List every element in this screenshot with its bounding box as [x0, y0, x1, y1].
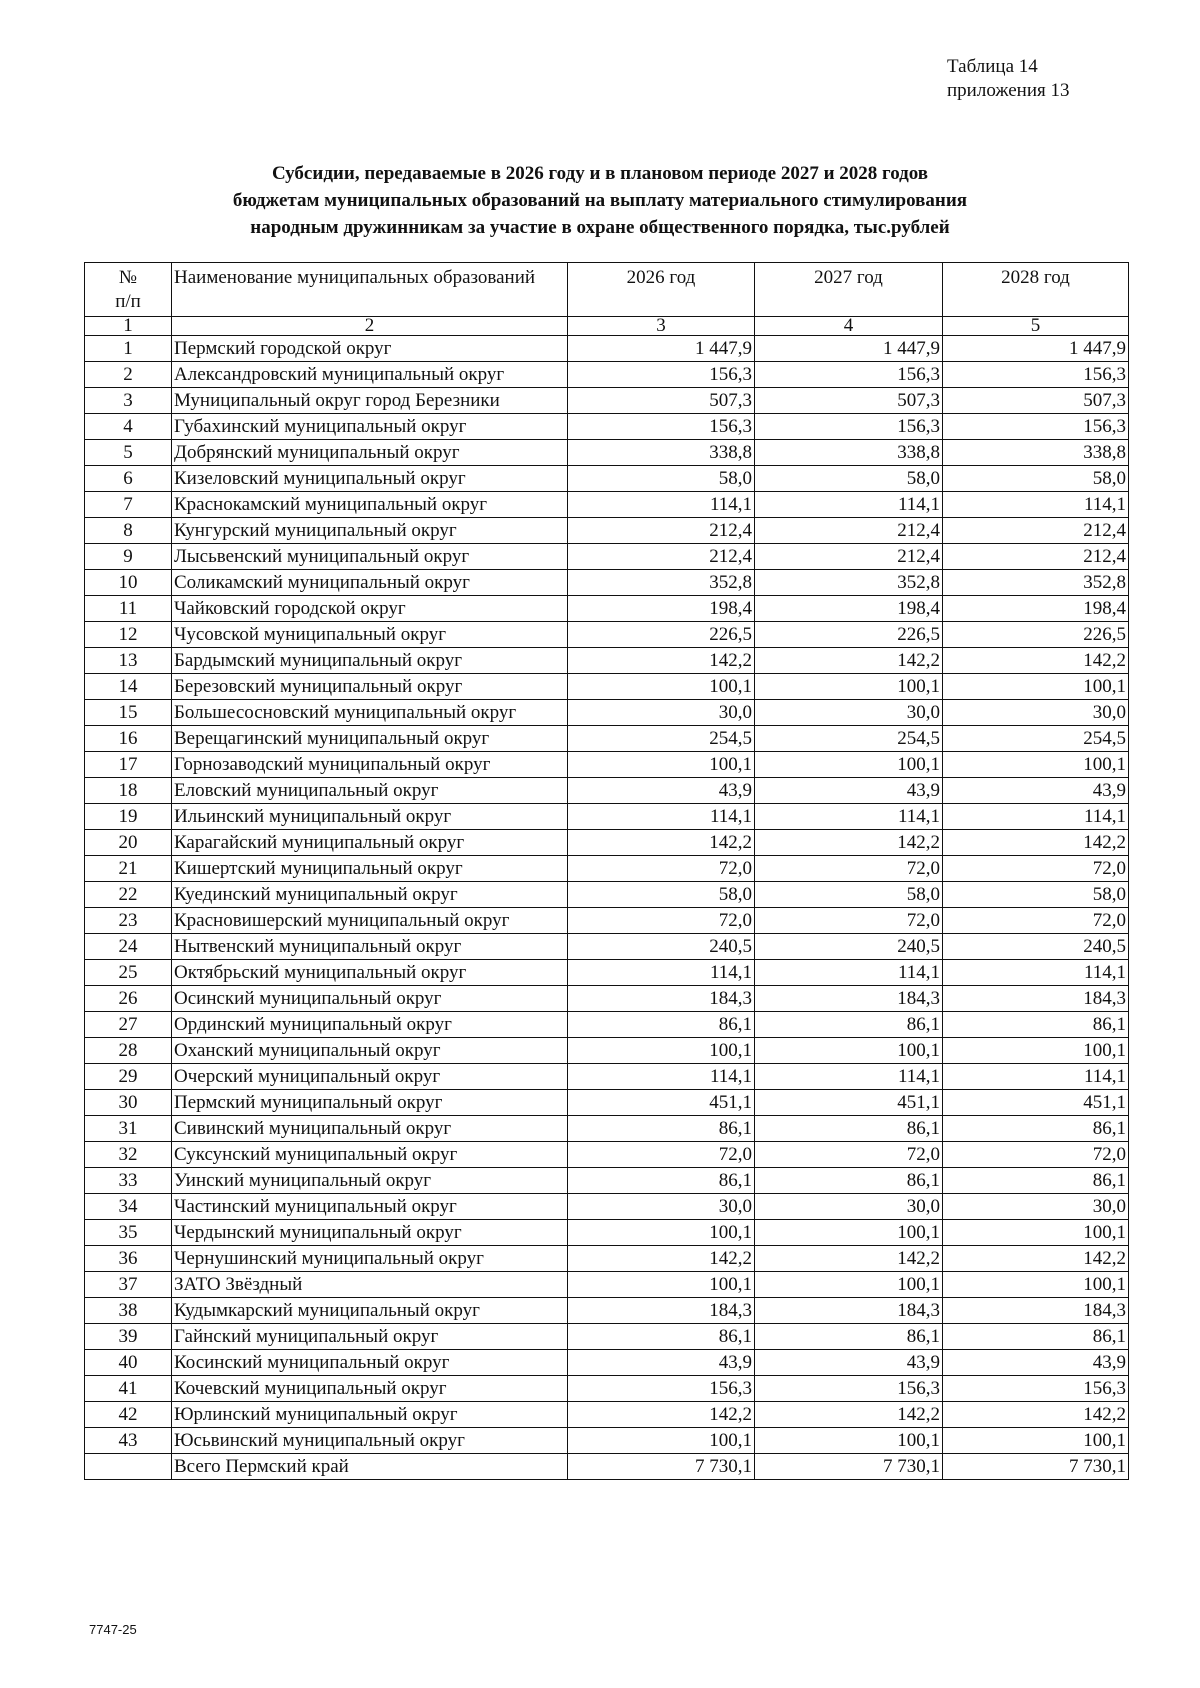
value-2026: 43,9 [568, 1350, 755, 1376]
municipality-name: Чусовской муниципальный округ [172, 622, 568, 648]
table-row [85, 1220, 1129, 1246]
municipality-name: Юрлинский муниципальный округ [172, 1402, 568, 1428]
row-number: 11 [85, 596, 172, 622]
table-row [85, 648, 1129, 674]
municipality-name: Пермский муниципальный округ [172, 1090, 568, 1116]
table-row [85, 1350, 1129, 1376]
value-2028: 43,9 [943, 1350, 1129, 1376]
value-2027: 338,8 [755, 440, 943, 466]
value-2027: 156,3 [755, 414, 943, 440]
value-2026: 100,1 [568, 1272, 755, 1298]
value-2026: 352,8 [568, 570, 755, 596]
value-2028: 254,5 [943, 726, 1129, 752]
municipality-name: Еловский муниципальный округ [172, 778, 568, 804]
municipality-name: Кочевский муниципальный округ [172, 1376, 568, 1402]
value-2026: 86,1 [568, 1012, 755, 1038]
municipality-name: Кудымкарский муниципальный округ [172, 1298, 568, 1324]
row-number: 37 [85, 1272, 172, 1298]
table-row [85, 1064, 1129, 1090]
value-2028: 352,8 [943, 570, 1129, 596]
row-number: 42 [85, 1402, 172, 1428]
value-2028: 100,1 [943, 1220, 1129, 1246]
row-number: 38 [85, 1298, 172, 1324]
table-row [85, 492, 1129, 518]
municipality-name: ЗАТО Звёздный [172, 1272, 568, 1298]
row-number: 12 [85, 622, 172, 648]
municipality-name: Нытвенский муниципальный округ [172, 934, 568, 960]
value-2028: 86,1 [943, 1012, 1129, 1038]
value-2026: 72,0 [568, 856, 755, 882]
row-number: 35 [85, 1220, 172, 1246]
municipality-name: Всего Пермский край [172, 1454, 568, 1480]
value-2026: 114,1 [568, 960, 755, 986]
value-2026: 72,0 [568, 1142, 755, 1168]
value-2028: 114,1 [943, 492, 1129, 518]
municipality-name: Кунгурский муниципальный округ [172, 518, 568, 544]
table-row [85, 1272, 1129, 1298]
document-title [0, 160, 1200, 241]
table-row [85, 1376, 1129, 1402]
value-2027: 58,0 [755, 882, 943, 908]
value-2026: 1 447,9 [568, 336, 755, 362]
municipality-name: Красновишерский муниципальный округ [172, 908, 568, 934]
row-number [85, 1454, 172, 1480]
header-2028: 2028 год [943, 263, 1129, 317]
municipality-name: Муниципальный округ город Березники [172, 388, 568, 414]
header-name: Наименование муниципальных образований [172, 263, 568, 317]
value-2027: 142,2 [755, 1402, 943, 1428]
value-2027: 142,2 [755, 1246, 943, 1272]
value-2027: 507,3 [755, 388, 943, 414]
value-2028: 156,3 [943, 362, 1129, 388]
value-2027: 212,4 [755, 544, 943, 570]
value-2026: 142,2 [568, 830, 755, 856]
value-2026: 212,4 [568, 544, 755, 570]
value-2028: 72,0 [943, 856, 1129, 882]
column-number-row [85, 317, 1129, 336]
table-row [85, 1168, 1129, 1194]
value-2026: 30,0 [568, 1194, 755, 1220]
value-2028: 72,0 [943, 908, 1129, 934]
row-number: 4 [85, 414, 172, 440]
municipality-name: Кишертский муниципальный округ [172, 856, 568, 882]
header-number-label: п/п [115, 291, 141, 312]
municipality-name: Большесосновский муниципальный округ [172, 700, 568, 726]
value-2026: 212,4 [568, 518, 755, 544]
value-2026: 7 730,1 [568, 1454, 755, 1480]
row-number: 21 [85, 856, 172, 882]
value-2026: 114,1 [568, 492, 755, 518]
row-number: 27 [85, 1012, 172, 1038]
value-2028: 43,9 [943, 778, 1129, 804]
value-2028: 30,0 [943, 1194, 1129, 1220]
value-2028: 86,1 [943, 1168, 1129, 1194]
value-2026: 114,1 [568, 1064, 755, 1090]
municipality-name: Губахинский муниципальный округ [172, 414, 568, 440]
row-number: 34 [85, 1194, 172, 1220]
value-2026: 507,3 [568, 388, 755, 414]
value-2026: 86,1 [568, 1168, 755, 1194]
value-2028: 338,8 [943, 440, 1129, 466]
table-row [85, 934, 1129, 960]
row-number: 30 [85, 1090, 172, 1116]
value-2026: 142,2 [568, 1402, 755, 1428]
value-2028: 100,1 [943, 1428, 1129, 1454]
value-2028: 212,4 [943, 544, 1129, 570]
municipality-name: Добрянский муниципальный округ [172, 440, 568, 466]
row-number: 2 [85, 362, 172, 388]
value-2027: 142,2 [755, 830, 943, 856]
municipality-name: Соликамский муниципальный округ [172, 570, 568, 596]
municipality-name: Верещагинский муниципальный округ [172, 726, 568, 752]
municipality-name: Очерский муниципальный округ [172, 1064, 568, 1090]
value-2028: 86,1 [943, 1116, 1129, 1142]
table-row [85, 986, 1129, 1012]
value-2027: 86,1 [755, 1168, 943, 1194]
value-2027: 86,1 [755, 1012, 943, 1038]
table-row [85, 1428, 1129, 1454]
value-2028: 100,1 [943, 674, 1129, 700]
value-2026: 100,1 [568, 674, 755, 700]
table-row [85, 570, 1129, 596]
municipality-name: Чайковский городской округ [172, 596, 568, 622]
table-caption [947, 55, 1069, 103]
value-2027: 7 730,1 [755, 1454, 943, 1480]
row-number: 28 [85, 1038, 172, 1064]
value-2027: 86,1 [755, 1324, 943, 1350]
row-number: 36 [85, 1246, 172, 1272]
value-2027: 100,1 [755, 1272, 943, 1298]
value-2026: 86,1 [568, 1324, 755, 1350]
row-number: 8 [85, 518, 172, 544]
row-number: 24 [85, 934, 172, 960]
row-number: 29 [85, 1064, 172, 1090]
value-2028: 114,1 [943, 960, 1129, 986]
table-row [85, 336, 1129, 362]
value-2027: 114,1 [755, 804, 943, 830]
value-2027: 30,0 [755, 700, 943, 726]
value-2028: 240,5 [943, 934, 1129, 960]
title-line-3: народным дружинникам за участие в охране общественного порядка, тыс.рублей [250, 217, 950, 238]
row-number: 23 [85, 908, 172, 934]
value-2026: 142,2 [568, 1246, 755, 1272]
table-row [85, 882, 1129, 908]
value-2027: 156,3 [755, 1376, 943, 1402]
row-number: 26 [85, 986, 172, 1012]
row-number: 6 [85, 466, 172, 492]
header-number-symbol: № [118, 267, 138, 288]
value-2026: 240,5 [568, 934, 755, 960]
row-number: 13 [85, 648, 172, 674]
value-2028: 142,2 [943, 648, 1129, 674]
table-row [85, 518, 1129, 544]
table-row [85, 1194, 1129, 1220]
value-2026: 156,3 [568, 362, 755, 388]
row-number: 43 [85, 1428, 172, 1454]
municipality-name: Куединский муниципальный округ [172, 882, 568, 908]
row-number: 39 [85, 1324, 172, 1350]
municipality-name: Кизеловский муниципальный округ [172, 466, 568, 492]
value-2028: 30,0 [943, 700, 1129, 726]
municipality-name: Ординский муниципальный округ [172, 1012, 568, 1038]
value-2028: 100,1 [943, 1038, 1129, 1064]
value-2027: 72,0 [755, 856, 943, 882]
table-row [85, 362, 1129, 388]
header-2026: 2026 год [568, 263, 755, 317]
municipality-name: Косинский муниципальный округ [172, 1350, 568, 1376]
value-2028: 156,3 [943, 1376, 1129, 1402]
caption-table-number: Таблица 14 [947, 56, 1038, 77]
value-2028: 184,3 [943, 986, 1129, 1012]
value-2026: 254,5 [568, 726, 755, 752]
table-row [85, 908, 1129, 934]
row-number: 9 [85, 544, 172, 570]
municipality-name: Осинский муниципальный округ [172, 986, 568, 1012]
table-row [85, 830, 1129, 856]
value-2026: 226,5 [568, 622, 755, 648]
value-2028: 198,4 [943, 596, 1129, 622]
value-2028: 100,1 [943, 1272, 1129, 1298]
table-row [85, 1324, 1129, 1350]
document-code: 7747-25 [89, 1622, 137, 1637]
municipality-name: Юсьвинский муниципальный округ [172, 1428, 568, 1454]
value-2026: 86,1 [568, 1116, 755, 1142]
value-2027: 100,1 [755, 1220, 943, 1246]
value-2026: 338,8 [568, 440, 755, 466]
row-number: 10 [85, 570, 172, 596]
municipality-name: Ильинский муниципальный округ [172, 804, 568, 830]
row-number: 41 [85, 1376, 172, 1402]
table-row [85, 960, 1129, 986]
value-2026: 156,3 [568, 1376, 755, 1402]
value-2028: 507,3 [943, 388, 1129, 414]
table-row [85, 1116, 1129, 1142]
municipality-name: Частинский муниципальный округ [172, 1194, 568, 1220]
table-header-row [85, 263, 1129, 317]
caption-appendix: приложения 13 [947, 80, 1070, 101]
value-2026: 114,1 [568, 804, 755, 830]
column-number-cell: 2 [172, 317, 568, 336]
municipality-name: Бардымский муниципальный округ [172, 648, 568, 674]
value-2026: 100,1 [568, 1038, 755, 1064]
row-number: 20 [85, 830, 172, 856]
value-2028: 212,4 [943, 518, 1129, 544]
value-2026: 58,0 [568, 466, 755, 492]
value-2026: 30,0 [568, 700, 755, 726]
value-2027: 184,3 [755, 1298, 943, 1324]
title-line-1: Субсидии, передаваемые в 2026 году и в плановом периоде 2027 и 2028 годов [271, 163, 929, 184]
table-row [85, 440, 1129, 466]
table-row [85, 1012, 1129, 1038]
municipality-name: Чердынский муниципальный округ [172, 1220, 568, 1246]
row-number: 14 [85, 674, 172, 700]
header-number [85, 263, 172, 317]
municipality-name: Сивинский муниципальный округ [172, 1116, 568, 1142]
value-2026: 100,1 [568, 752, 755, 778]
table-row [85, 726, 1129, 752]
header-2027: 2027 год [755, 263, 943, 317]
value-2027: 58,0 [755, 466, 943, 492]
value-2028: 58,0 [943, 466, 1129, 492]
subsidies-table [84, 262, 1129, 1480]
value-2027: 30,0 [755, 1194, 943, 1220]
table-row [85, 622, 1129, 648]
municipality-name: Гайнский муниципальный округ [172, 1324, 568, 1350]
table-row [85, 1090, 1129, 1116]
table-row [85, 388, 1129, 414]
value-2027: 72,0 [755, 908, 943, 934]
value-2026: 72,0 [568, 908, 755, 934]
table-row [85, 778, 1129, 804]
value-2028: 156,3 [943, 414, 1129, 440]
municipality-name: Карагайский муниципальный округ [172, 830, 568, 856]
value-2026: 451,1 [568, 1090, 755, 1116]
table-row [85, 1142, 1129, 1168]
row-number: 5 [85, 440, 172, 466]
row-number: 19 [85, 804, 172, 830]
value-2027: 1 447,9 [755, 336, 943, 362]
value-2026: 58,0 [568, 882, 755, 908]
column-number-cell: 4 [755, 317, 943, 336]
row-number: 15 [85, 700, 172, 726]
municipality-name: Оханский муниципальный округ [172, 1038, 568, 1064]
value-2026: 142,2 [568, 648, 755, 674]
value-2027: 212,4 [755, 518, 943, 544]
value-2027: 43,9 [755, 1350, 943, 1376]
value-2027: 142,2 [755, 648, 943, 674]
table-row [85, 700, 1129, 726]
column-number-cell: 1 [85, 317, 172, 336]
municipality-name: Горнозаводский муниципальный округ [172, 752, 568, 778]
value-2027: 226,5 [755, 622, 943, 648]
value-2027: 198,4 [755, 596, 943, 622]
row-number: 3 [85, 388, 172, 414]
value-2027: 100,1 [755, 1428, 943, 1454]
table-row [85, 856, 1129, 882]
table-row [85, 414, 1129, 440]
value-2027: 240,5 [755, 934, 943, 960]
value-2028: 86,1 [943, 1324, 1129, 1350]
row-number: 32 [85, 1142, 172, 1168]
value-2027: 43,9 [755, 778, 943, 804]
table-row [85, 1402, 1129, 1428]
value-2026: 100,1 [568, 1220, 755, 1246]
column-number-cell: 3 [568, 317, 755, 336]
value-2027: 352,8 [755, 570, 943, 596]
municipality-name: Октябрьский муниципальный округ [172, 960, 568, 986]
value-2027: 72,0 [755, 1142, 943, 1168]
row-number: 7 [85, 492, 172, 518]
municipality-name: Чернушинский муниципальный округ [172, 1246, 568, 1272]
value-2028: 142,2 [943, 830, 1129, 856]
row-number: 31 [85, 1116, 172, 1142]
value-2027: 100,1 [755, 752, 943, 778]
value-2027: 184,3 [755, 986, 943, 1012]
value-2028: 72,0 [943, 1142, 1129, 1168]
value-2028: 114,1 [943, 1064, 1129, 1090]
value-2028: 1 447,9 [943, 336, 1129, 362]
municipality-name: Березовский муниципальный округ [172, 674, 568, 700]
row-number: 17 [85, 752, 172, 778]
value-2027: 451,1 [755, 1090, 943, 1116]
value-2028: 58,0 [943, 882, 1129, 908]
value-2028: 226,5 [943, 622, 1129, 648]
value-2028: 114,1 [943, 804, 1129, 830]
value-2027: 86,1 [755, 1116, 943, 1142]
municipality-name: Александровский муниципальный округ [172, 362, 568, 388]
row-number: 18 [85, 778, 172, 804]
table-row [85, 596, 1129, 622]
title-line-2: бюджетам муниципальных образований на выплату материального стимулирования [232, 190, 968, 211]
table-row [85, 804, 1129, 830]
column-number-cell: 5 [943, 317, 1129, 336]
municipality-name: Лысьвенский муниципальный округ [172, 544, 568, 570]
value-2028: 142,2 [943, 1402, 1129, 1428]
value-2027: 156,3 [755, 362, 943, 388]
value-2026: 43,9 [568, 778, 755, 804]
total-row [85, 1454, 1129, 1480]
value-2027: 114,1 [755, 492, 943, 518]
value-2028: 184,3 [943, 1298, 1129, 1324]
row-number: 22 [85, 882, 172, 908]
value-2027: 254,5 [755, 726, 943, 752]
value-2027: 114,1 [755, 960, 943, 986]
table-row [85, 466, 1129, 492]
municipality-name: Суксунский муниципальный округ [172, 1142, 568, 1168]
value-2028: 100,1 [943, 752, 1129, 778]
value-2028: 7 730,1 [943, 1454, 1129, 1480]
value-2028: 451,1 [943, 1090, 1129, 1116]
value-2026: 198,4 [568, 596, 755, 622]
table-row [85, 1298, 1129, 1324]
value-2027: 114,1 [755, 1064, 943, 1090]
value-2026: 156,3 [568, 414, 755, 440]
row-number: 16 [85, 726, 172, 752]
table-row [85, 752, 1129, 778]
value-2027: 100,1 [755, 674, 943, 700]
row-number: 25 [85, 960, 172, 986]
value-2026: 184,3 [568, 1298, 755, 1324]
table-row [85, 544, 1129, 570]
municipality-name: Краснокамский муниципальный округ [172, 492, 568, 518]
municipality-name: Уинский муниципальный округ [172, 1168, 568, 1194]
table-row [85, 1246, 1129, 1272]
table-row [85, 1038, 1129, 1064]
municipality-name: Пермский городской округ [172, 336, 568, 362]
value-2026: 184,3 [568, 986, 755, 1012]
row-number: 40 [85, 1350, 172, 1376]
row-number: 1 [85, 336, 172, 362]
value-2026: 100,1 [568, 1428, 755, 1454]
value-2028: 142,2 [943, 1246, 1129, 1272]
value-2027: 100,1 [755, 1038, 943, 1064]
row-number: 33 [85, 1168, 172, 1194]
table-row [85, 674, 1129, 700]
